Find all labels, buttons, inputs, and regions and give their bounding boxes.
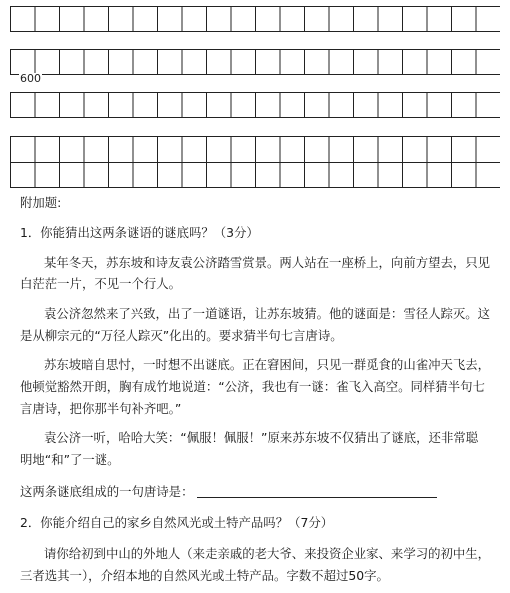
q1-para2-line2: 是从柳宗元的“万径人踪灭”化出的。要求猜半句七言唐诗。 xyxy=(20,328,343,343)
q2-title: 2．你能介绍自己的家乡自然风光或土特产品吗？（7分） xyxy=(20,515,334,530)
q1-para3-line2: 他顿觉豁然开朗，胸有成竹地说道：“公济，我也有一谜：雀飞入高空。同样猜半句七 xyxy=(20,379,485,394)
q1-answer-row xyxy=(20,484,437,500)
writing-grid-band-2 xyxy=(10,49,500,75)
q1-para1-line2: 白茫茫一片，不见一个行人。 xyxy=(20,276,182,291)
writing-grid-band-3 xyxy=(10,92,500,118)
q1-para4-line2: 明地“和”了一谜。 xyxy=(20,452,120,467)
q1-para4-line1: 袁公济一听，哈哈大笑：“佩服！佩服！”原来苏东坡不仅猜出了谜底，还非常聪 xyxy=(44,430,479,445)
q1-para3-line3: 言唐诗，把你那半句补齐吧。” xyxy=(20,401,182,416)
writing-grid-band-4 xyxy=(10,136,500,188)
writing-grid-3 xyxy=(10,92,500,118)
writing-grid-band-1 xyxy=(10,6,500,32)
word-count-marker: 600 xyxy=(20,72,41,85)
answer-blank[interactable] xyxy=(197,485,437,498)
bonus-title: 附加题: xyxy=(20,195,62,210)
q2-para-line2: 三者选其一），介绍本地的自然风光或土特产品。字数不超过50字。 xyxy=(20,568,389,583)
writing-grid-2 xyxy=(10,49,500,75)
q1-para3-line1: 苏东坡暗自思忖，一时想不出谜底。正在窘困间，只见一群觅食的山雀冲天飞去， xyxy=(44,357,491,372)
q2-para-line1: 请你给初到中山的外地人（来走亲戚的老大爷、来投资企业家、来学习的初中生， xyxy=(44,546,491,561)
q1-answer-prompt: 这两条谜底组成的一句唐诗是： xyxy=(20,484,194,499)
writing-grid-4 xyxy=(10,136,500,188)
q1-title: 1．你能猜出这两条谜语的谜底吗？（3分） xyxy=(20,225,259,240)
q1-para2-line1: 袁公济忽然来了兴致，出了一道谜语，让苏东坡猜。他的谜面是：雪径人踪灭。这 xyxy=(44,306,491,321)
q1-para1-line1: 某年冬天，苏东坡和诗友袁公济踏雪赏景。两人站在一座桥上，向前方望去，只见 xyxy=(44,255,491,270)
writing-grid-1 xyxy=(10,6,500,32)
